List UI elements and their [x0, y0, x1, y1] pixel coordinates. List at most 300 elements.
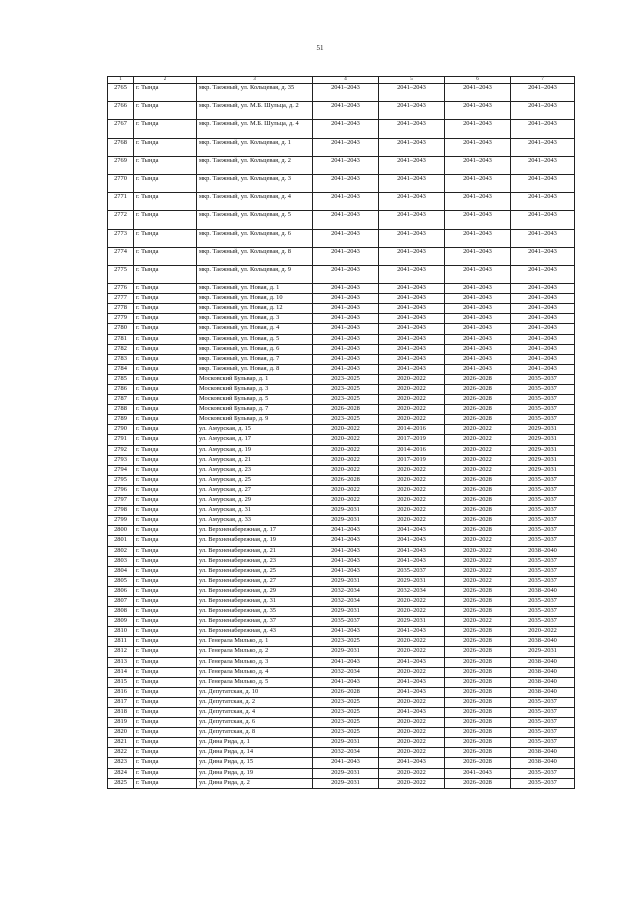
- table-cell: 2023–2025: [313, 385, 379, 395]
- table-cell: 2766: [108, 102, 134, 120]
- table-cell: Московский Бульвар, д. 9: [197, 415, 313, 425]
- table-cell: 2020–2022: [313, 455, 379, 465]
- table-row: [108, 728, 575, 738]
- table-cell: 2041–2043: [445, 211, 511, 229]
- table-cell: г. Тында: [134, 647, 197, 657]
- table-cell: 2035–2037: [511, 576, 575, 586]
- table-cell: 2782: [108, 344, 134, 354]
- table-cell: 2802: [108, 546, 134, 556]
- table-row: [108, 138, 575, 156]
- table-cell: 2035–2037: [511, 415, 575, 425]
- table-cell: 2023–2025: [313, 697, 379, 707]
- table-row: [108, 156, 575, 174]
- table-cell: г. Тында: [134, 415, 197, 425]
- table-cell: 2041–2043: [379, 526, 445, 536]
- table-cell: 2035–2037: [313, 617, 379, 627]
- table-cell: г. Тында: [134, 596, 197, 606]
- table-cell: 2038–2040: [511, 637, 575, 647]
- table-row: [108, 586, 575, 596]
- table-cell: 2020–2022: [313, 465, 379, 475]
- table-cell: мкр. Таежный, ул. Кольцевая, д. 5: [197, 211, 313, 229]
- table-cell: ул. Амурская, д. 23: [197, 465, 313, 475]
- table-row: [108, 596, 575, 606]
- table-cell: 2041–2043: [511, 294, 575, 304]
- table-cell: 2020–2022: [379, 596, 445, 606]
- table-cell: г. Тында: [134, 768, 197, 778]
- table-cell: 2041–2043: [379, 364, 445, 374]
- table-cell: 2029–2031: [313, 607, 379, 617]
- table-cell: 2026–2028: [445, 405, 511, 415]
- table-cell: г. Тында: [134, 174, 197, 192]
- table-cell: 2026–2028: [445, 607, 511, 617]
- table-cell: 2035–2037: [511, 374, 575, 384]
- table-cell: мкр. Таежный, ул. Кольцевая, д. 3: [197, 174, 313, 192]
- table-cell: 2029–2031: [511, 647, 575, 657]
- table-cell: 2786: [108, 385, 134, 395]
- table-cell: 2041–2043: [313, 556, 379, 566]
- table-cell: 2779: [108, 314, 134, 324]
- table-cell: 2041–2043: [313, 211, 379, 229]
- table-cell: 2041–2043: [379, 193, 445, 211]
- table-cell: мкр. Таежный, ул. Кольцевая, д. 35: [197, 84, 313, 102]
- table-cell: 2041–2043: [313, 304, 379, 314]
- table-cell: 2026–2028: [445, 697, 511, 707]
- table-cell: 2041–2043: [511, 324, 575, 334]
- table-cell: 2026–2028: [445, 496, 511, 506]
- table-cell: 2026–2028: [445, 758, 511, 768]
- table-cell: ул. Верхненабережная, д. 21: [197, 546, 313, 556]
- table-cell: 2794: [108, 465, 134, 475]
- table-cell: 2020–2022: [313, 445, 379, 455]
- table-cell: 2020–2022: [313, 435, 379, 445]
- table-cell: 2026–2028: [445, 647, 511, 657]
- table-cell: ул. Верхненабережная, д. 23: [197, 556, 313, 566]
- table-cell: 2032–2034: [379, 586, 445, 596]
- table-cell: 2819: [108, 718, 134, 728]
- table-cell: 2041–2043: [445, 324, 511, 334]
- table-row: [108, 435, 575, 445]
- table-cell: 2035–2037: [511, 617, 575, 627]
- table-row: [108, 516, 575, 526]
- table-cell: ул. Амурская, д. 17: [197, 435, 313, 445]
- table-cell: ул. Депутатская, д. 10: [197, 687, 313, 697]
- table-cell: мкр. Таежный, ул. Новая, д. 12: [197, 304, 313, 314]
- table-cell: 2035–2037: [511, 607, 575, 617]
- table-cell: 2020–2022: [379, 647, 445, 657]
- table-cell: 2035–2037: [511, 728, 575, 738]
- table-cell: 2041–2043: [313, 657, 379, 667]
- table-cell: 2808: [108, 607, 134, 617]
- table-cell: ул. Амурская, д. 21: [197, 455, 313, 465]
- table-cell: г. Тында: [134, 435, 197, 445]
- schedule-table: [107, 76, 575, 789]
- table-cell: мкр. Таежный, ул. Новая, д. 8: [197, 364, 313, 374]
- table-cell: 2041–2043: [445, 229, 511, 247]
- table-cell: 2032–2034: [313, 748, 379, 758]
- table-cell: мкр. Таежный, ул. Новая, д. 4: [197, 324, 313, 334]
- table-cell: 2020–2022: [511, 627, 575, 637]
- table-cell: 2770: [108, 174, 134, 192]
- table-cell: 2041–2043: [313, 138, 379, 156]
- table-cell: 2035–2037: [511, 708, 575, 718]
- table-cell: Московский Бульвар, д. 1: [197, 374, 313, 384]
- table-cell: 2041–2043: [379, 556, 445, 566]
- table-cell: 2773: [108, 229, 134, 247]
- table-cell: 2791: [108, 435, 134, 445]
- table-cell: г. Тында: [134, 120, 197, 138]
- table-cell: 2041–2043: [379, 211, 445, 229]
- table-cell: 2035–2037: [511, 516, 575, 526]
- table-cell: 2041–2043: [313, 536, 379, 546]
- table-cell: 2041–2043: [445, 344, 511, 354]
- table-cell: 2026–2028: [445, 627, 511, 637]
- table-cell: г. Тында: [134, 728, 197, 738]
- table-cell: 2020–2022: [379, 718, 445, 728]
- table-cell: ул. Генерала Милько, д. 1: [197, 637, 313, 647]
- table-row: [108, 748, 575, 758]
- table-cell: г. Тында: [134, 637, 197, 647]
- table-cell: 2035–2037: [511, 496, 575, 506]
- table-cell: мкр. Таежный, ул. Новая, д. 5: [197, 334, 313, 344]
- table-cell: 2020–2022: [379, 415, 445, 425]
- table-cell: г. Тында: [134, 485, 197, 495]
- table-cell: 2026–2028: [445, 415, 511, 425]
- table-cell: г. Тында: [134, 657, 197, 667]
- table-cell: 2020–2022: [379, 738, 445, 748]
- table-cell: 2041–2043: [511, 229, 575, 247]
- table-cell: 2801: [108, 536, 134, 546]
- table-cell: 2035–2037: [379, 566, 445, 576]
- table-cell: 2817: [108, 697, 134, 707]
- table-cell: 2041–2043: [313, 120, 379, 138]
- table-cell: 2041–2043: [379, 156, 445, 174]
- table-cell: г. Тында: [134, 193, 197, 211]
- table-cell: г. Тында: [134, 465, 197, 475]
- table-cell: 2804: [108, 566, 134, 576]
- table-cell: г. Тында: [134, 455, 197, 465]
- table-cell: 2041–2043: [313, 247, 379, 265]
- table-cell: 2020–2022: [379, 778, 445, 788]
- table-cell: 2041–2043: [445, 193, 511, 211]
- table-cell: 2041–2043: [313, 284, 379, 294]
- table-cell: 2035–2037: [511, 506, 575, 516]
- table-cell: 2041–2043: [313, 334, 379, 344]
- table-cell: 2023–2025: [313, 395, 379, 405]
- table-cell: 2789: [108, 415, 134, 425]
- table-cell: 2029–2031: [313, 506, 379, 516]
- table-cell: 2798: [108, 506, 134, 516]
- table-cell: 2041–2043: [511, 247, 575, 265]
- table-cell: 2041–2043: [445, 156, 511, 174]
- table-cell: 2029–2031: [511, 425, 575, 435]
- table-cell: 2026–2028: [313, 687, 379, 697]
- table-cell: г. Тында: [134, 677, 197, 687]
- table-cell: ул. Верхненабережная, д. 31: [197, 596, 313, 606]
- table-cell: мкр. Таежный, ул. Кольцевая, д. 1: [197, 138, 313, 156]
- table-row: [108, 405, 575, 415]
- table-cell: г. Тында: [134, 748, 197, 758]
- table-cell: 2020–2022: [379, 496, 445, 506]
- table-cell: 2822: [108, 748, 134, 758]
- table-cell: г. Тында: [134, 425, 197, 435]
- table-row: [108, 211, 575, 229]
- table-cell: 2783: [108, 354, 134, 364]
- table-cell: 2026–2028: [445, 748, 511, 758]
- table-cell: 2041–2043: [379, 294, 445, 304]
- table-cell: 2020–2022: [379, 485, 445, 495]
- table-cell: 2020–2022: [445, 445, 511, 455]
- table-cell: г. Тында: [134, 364, 197, 374]
- table-cell: г. Тында: [134, 334, 197, 344]
- table-cell: 2020–2022: [379, 748, 445, 758]
- table-cell: 2041–2043: [379, 354, 445, 364]
- table-cell: мкр. Таежный, ул. Кольцевая, д. 2: [197, 156, 313, 174]
- table-row: [108, 120, 575, 138]
- table-cell: 2767: [108, 120, 134, 138]
- table-cell: мкр. Таежный, ул. М.Б. Шульца, д. 2: [197, 102, 313, 120]
- table-cell: 2020–2022: [379, 385, 445, 395]
- table-row: [108, 778, 575, 788]
- table-cell: 2810: [108, 627, 134, 637]
- table-cell: 2020–2022: [445, 556, 511, 566]
- table-row: [108, 485, 575, 495]
- table-cell: 2041–2043: [379, 120, 445, 138]
- table-cell: 2812: [108, 647, 134, 657]
- table-cell: 2041–2043: [511, 354, 575, 364]
- table-cell: 2811: [108, 637, 134, 647]
- table-cell: мкр. Таежный, ул. Кольцевая, д. 9: [197, 265, 313, 283]
- table-cell: ул. Депутатская, д. 4: [197, 708, 313, 718]
- table-row: [108, 697, 575, 707]
- table-cell: 2020–2022: [379, 697, 445, 707]
- header-cell: 7: [511, 77, 575, 84]
- table-cell: 2041–2043: [445, 102, 511, 120]
- table-cell: г. Тында: [134, 758, 197, 768]
- table-cell: Московский Бульвар, д. 7: [197, 405, 313, 415]
- table-row: [108, 496, 575, 506]
- table-cell: мкр. Таежный, ул. Кольцевая, д. 4: [197, 193, 313, 211]
- table-row: [108, 546, 575, 556]
- table-cell: 2041–2043: [445, 284, 511, 294]
- table-cell: 2793: [108, 455, 134, 465]
- table-cell: ул. Дина Рида, д. 19: [197, 768, 313, 778]
- table-row: [108, 677, 575, 687]
- table-cell: 2026–2028: [445, 677, 511, 687]
- table-cell: мкр. Таежный, ул. М.Б. Шульца, д. 4: [197, 120, 313, 138]
- table-cell: 2041–2043: [379, 758, 445, 768]
- table-cell: 2020–2022: [379, 728, 445, 738]
- table-row: [108, 364, 575, 374]
- table-cell: 2026–2028: [313, 405, 379, 415]
- table-cell: 2041–2043: [445, 364, 511, 374]
- table-cell: 2023–2025: [313, 718, 379, 728]
- table-cell: 2017–2019: [379, 455, 445, 465]
- table-row: [108, 718, 575, 728]
- table-cell: 2041–2043: [313, 156, 379, 174]
- table-cell: г. Тында: [134, 738, 197, 748]
- table-cell: 2821: [108, 738, 134, 748]
- table-cell: 2041–2043: [511, 156, 575, 174]
- table-cell: 2041–2043: [379, 314, 445, 324]
- table-cell: 2035–2037: [511, 395, 575, 405]
- table-cell: Московский Бульвар, д. 5: [197, 395, 313, 405]
- table-cell: 2026–2028: [313, 475, 379, 485]
- table-cell: 2038–2040: [511, 667, 575, 677]
- table-cell: 2041–2043: [511, 120, 575, 138]
- table-cell: 2041–2043: [379, 334, 445, 344]
- table-cell: 2035–2037: [511, 475, 575, 485]
- table-cell: 2038–2040: [511, 758, 575, 768]
- table-cell: 2038–2040: [511, 748, 575, 758]
- table-cell: Московский Бульвар, д. 3: [197, 385, 313, 395]
- table-cell: 2035–2037: [511, 385, 575, 395]
- table-cell: 2026–2028: [445, 738, 511, 748]
- table-cell: 2799: [108, 516, 134, 526]
- table-cell: 2026–2028: [445, 687, 511, 697]
- table-cell: 2041–2043: [313, 229, 379, 247]
- table-cell: 2035–2037: [511, 405, 575, 415]
- table-row: [108, 506, 575, 516]
- table-cell: 2026–2028: [445, 395, 511, 405]
- table-cell: 2816: [108, 687, 134, 697]
- table-cell: 2041–2043: [379, 229, 445, 247]
- table-cell: 2026–2028: [445, 516, 511, 526]
- table-cell: ул. Верхненабережная, д. 27: [197, 576, 313, 586]
- table-row: [108, 536, 575, 546]
- table-cell: 2035–2037: [511, 596, 575, 606]
- table-cell: 2041–2043: [379, 708, 445, 718]
- table-cell: 2041–2043: [511, 304, 575, 314]
- table-cell: 2020–2022: [379, 506, 445, 516]
- table-cell: 2029–2031: [379, 617, 445, 627]
- table-cell: 2023–2025: [313, 374, 379, 384]
- table-cell: 2041–2043: [511, 364, 575, 374]
- table-cell: 2818: [108, 708, 134, 718]
- table-cell: 2041–2043: [445, 294, 511, 304]
- table-cell: г. Тында: [134, 385, 197, 395]
- page-number: 51: [316, 44, 324, 52]
- table-cell: 2041–2043: [313, 314, 379, 324]
- table-row: [108, 607, 575, 617]
- table-cell: ул. Дина Рида, д. 1: [197, 738, 313, 748]
- table-cell: 2771: [108, 193, 134, 211]
- table-row: [108, 445, 575, 455]
- table-cell: 2041–2043: [379, 265, 445, 283]
- table-cell: г. Тында: [134, 687, 197, 697]
- table-cell: 2780: [108, 324, 134, 334]
- table-cell: ул. Верхненабережная, д. 19: [197, 536, 313, 546]
- table-row: [108, 374, 575, 384]
- table-cell: 2041–2043: [511, 314, 575, 324]
- table-cell: мкр. Таежный, ул. Кольцевая, д. 8: [197, 247, 313, 265]
- table-cell: 2035–2037: [511, 718, 575, 728]
- table-cell: ул. Депутатская, д. 6: [197, 718, 313, 728]
- table-cell: 2032–2034: [313, 596, 379, 606]
- table-row: [108, 229, 575, 247]
- table-cell: 2035–2037: [511, 485, 575, 495]
- table-cell: 2041–2043: [511, 193, 575, 211]
- table-cell: 2041–2043: [445, 768, 511, 778]
- table-cell: г. Тында: [134, 445, 197, 455]
- table-cell: 2023–2025: [313, 637, 379, 647]
- table-cell: 2026–2028: [445, 485, 511, 495]
- table-cell: г. Тында: [134, 247, 197, 265]
- table-row: [108, 687, 575, 697]
- table-cell: 2035–2037: [511, 536, 575, 546]
- table-cell: 2809: [108, 617, 134, 627]
- table-cell: 2768: [108, 138, 134, 156]
- table-cell: 2041–2043: [379, 344, 445, 354]
- table-cell: ул. Депутатская, д. 2: [197, 697, 313, 707]
- table-cell: 2026–2028: [445, 596, 511, 606]
- table-cell: 2020–2022: [313, 425, 379, 435]
- table-row: [108, 627, 575, 637]
- table-row: [108, 425, 575, 435]
- table-cell: 2803: [108, 556, 134, 566]
- table-cell: 2041–2043: [379, 174, 445, 192]
- table-cell: 2041–2043: [313, 758, 379, 768]
- table-cell: 2041–2043: [379, 627, 445, 637]
- table-cell: 2824: [108, 768, 134, 778]
- table-cell: ул. Дина Рида, д. 15: [197, 758, 313, 768]
- table-cell: 2796: [108, 485, 134, 495]
- table-cell: 2023–2025: [313, 415, 379, 425]
- table-header-row: [108, 77, 575, 84]
- table-cell: 2806: [108, 586, 134, 596]
- table-cell: г. Тында: [134, 607, 197, 617]
- table-cell: 2026–2028: [445, 526, 511, 536]
- table-cell: 2020–2022: [445, 435, 511, 445]
- table-cell: г. Тында: [134, 84, 197, 102]
- table-cell: 2020–2022: [379, 395, 445, 405]
- table-cell: 2026–2028: [445, 667, 511, 677]
- table-cell: 2035–2037: [511, 526, 575, 536]
- table-row: [108, 576, 575, 586]
- table-cell: 2041–2043: [313, 102, 379, 120]
- table-cell: 2041–2043: [379, 284, 445, 294]
- table-row: [108, 174, 575, 192]
- table-cell: ул. Депутатская, д. 8: [197, 728, 313, 738]
- table-cell: 2026–2028: [445, 778, 511, 788]
- table-cell: 2032–2034: [313, 586, 379, 596]
- table-cell: 2776: [108, 284, 134, 294]
- table-cell: ул. Дина Рида, д. 2: [197, 778, 313, 788]
- table-cell: 2792: [108, 445, 134, 455]
- table-cell: 2774: [108, 247, 134, 265]
- table-cell: 2787: [108, 395, 134, 405]
- table-cell: г. Тында: [134, 546, 197, 556]
- table-cell: г. Тында: [134, 314, 197, 324]
- table-cell: г. Тында: [134, 395, 197, 405]
- table-row: [108, 265, 575, 283]
- table-cell: 2784: [108, 364, 134, 374]
- table-cell: 2035–2037: [511, 697, 575, 707]
- table-cell: 2041–2043: [445, 120, 511, 138]
- table-cell: ул. Генерала Милько, д. 2: [197, 647, 313, 657]
- table-cell: 2020–2022: [379, 405, 445, 415]
- table-cell: 2026–2028: [445, 728, 511, 738]
- table-row: [108, 667, 575, 677]
- table-row: [108, 415, 575, 425]
- table-cell: 2026–2028: [445, 506, 511, 516]
- table-cell: г. Тында: [134, 138, 197, 156]
- table-cell: 2026–2028: [445, 586, 511, 596]
- table-cell: 2041–2043: [445, 174, 511, 192]
- table-cell: 2026–2028: [445, 637, 511, 647]
- table-row: [108, 526, 575, 536]
- table-row: [108, 354, 575, 364]
- table-cell: мкр. Таежный, ул. Новая, д. 7: [197, 354, 313, 364]
